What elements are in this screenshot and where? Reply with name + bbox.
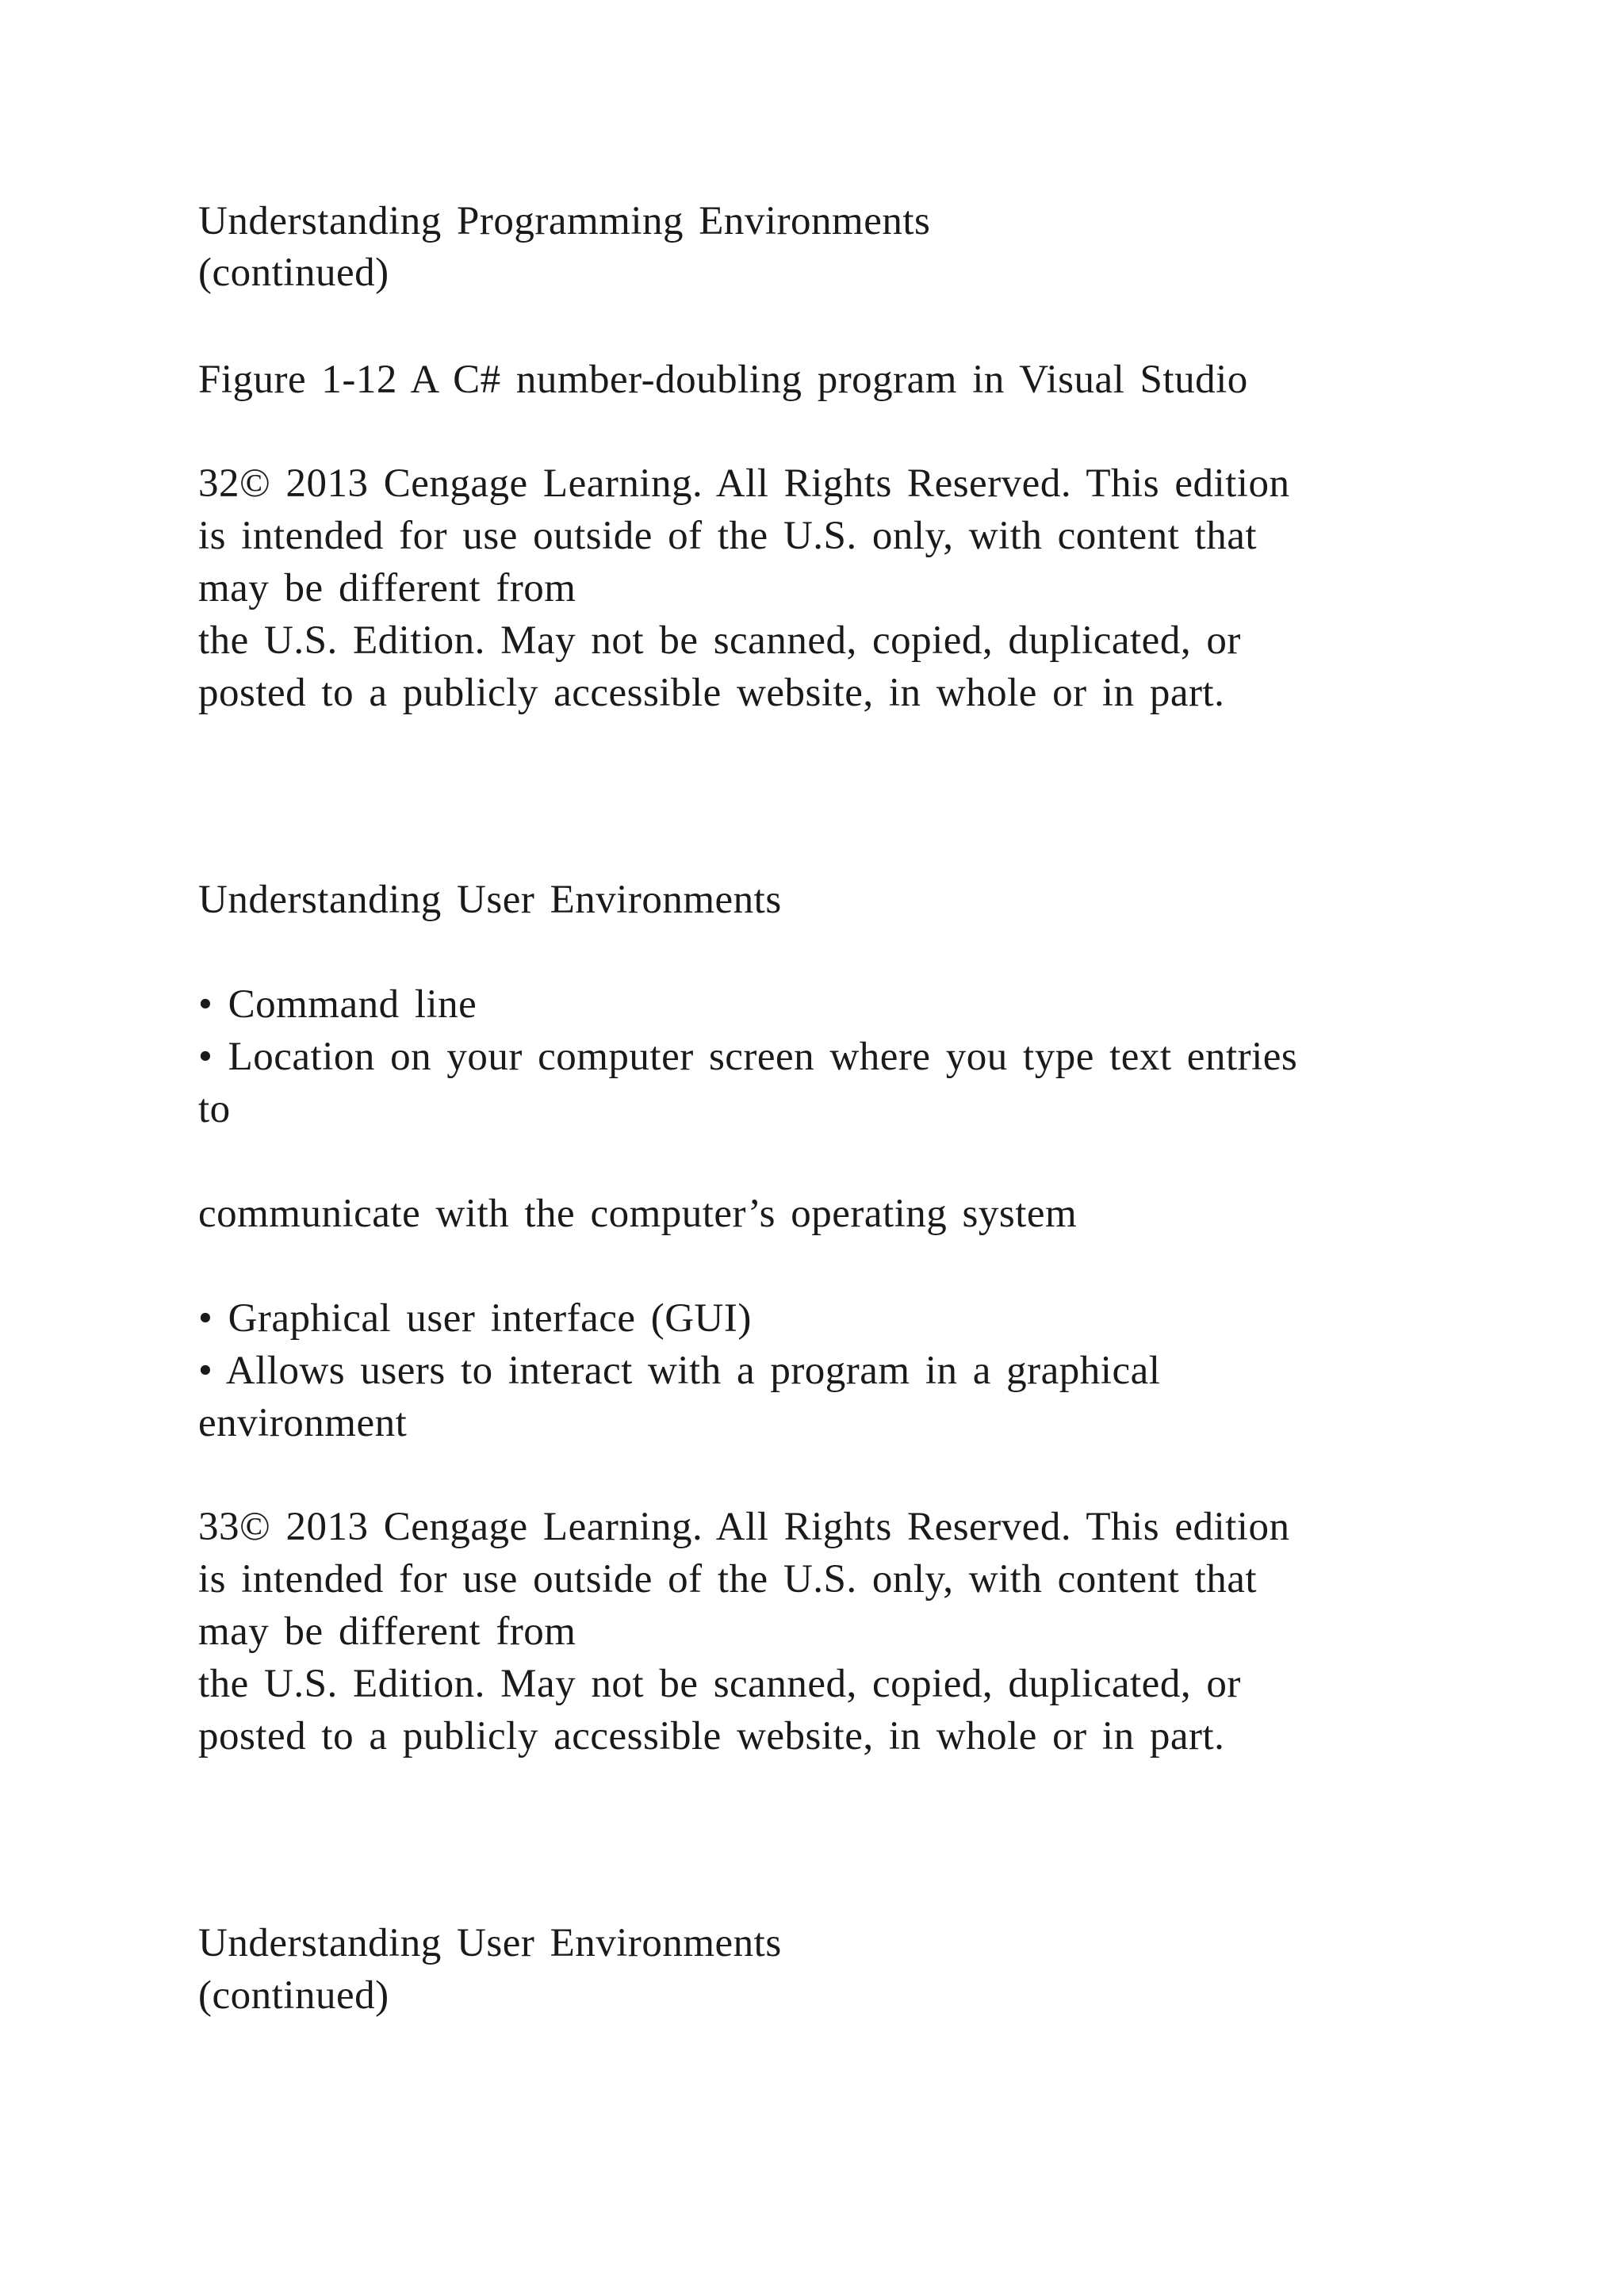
section-heading-continued: (continued) — [198, 1973, 389, 2018]
copyright-footer-line: posted to a publicly accessible website, in whole or in part. — [198, 1714, 1225, 1758]
section-heading: Understanding User Environments — [198, 878, 782, 922]
copyright-footer-line: may be different from — [198, 566, 576, 610]
copyright-footer-line: is intended for use outside of the U.S. only, with content that — [198, 1557, 1257, 1601]
bullet-item-continuation: communicate with the computer’s operating system — [198, 1192, 1078, 1236]
copyright-footer-line: 32© 2013 Cengage Learning. All Rights Reserved. This edition — [198, 461, 1290, 506]
figure-caption: Figure 1-12 A C# number-doubling program in Visual Studio — [198, 358, 1248, 402]
copyright-footer-line: is intended for use outside of the U.S. only, with content that — [198, 514, 1257, 558]
bullet-item: • Allows users to interact with a program in a graphical — [198, 1349, 1161, 1393]
bullet-item: • Graphical user interface (GUI) — [198, 1296, 752, 1341]
copyright-footer-line: 33© 2013 Cengage Learning. All Rights Reserved. This edition — [198, 1505, 1290, 1549]
bullet-item: • Command line — [198, 982, 477, 1027]
copyright-footer-line: posted to a publicly accessible website, in whole or in part. — [198, 671, 1225, 715]
bullet-item-wrap: to — [198, 1087, 231, 1131]
section-heading-continued: (continued) — [198, 251, 389, 295]
copyright-footer-line: the U.S. Edition. May not be scanned, copied, duplicated, or — [198, 618, 1241, 663]
copyright-footer-line: may be different from — [198, 1609, 576, 1654]
section-heading: Understanding Programming Environments — [198, 199, 931, 243]
bullet-item-wrap: environment — [198, 1401, 408, 1445]
bullet-item: • Location on your computer screen where you type text entries — [198, 1035, 1298, 1079]
section-heading: Understanding User Environments — [198, 1921, 782, 1965]
copyright-footer-line: the U.S. Edition. May not be scanned, copied, duplicated, or — [198, 1662, 1241, 1706]
